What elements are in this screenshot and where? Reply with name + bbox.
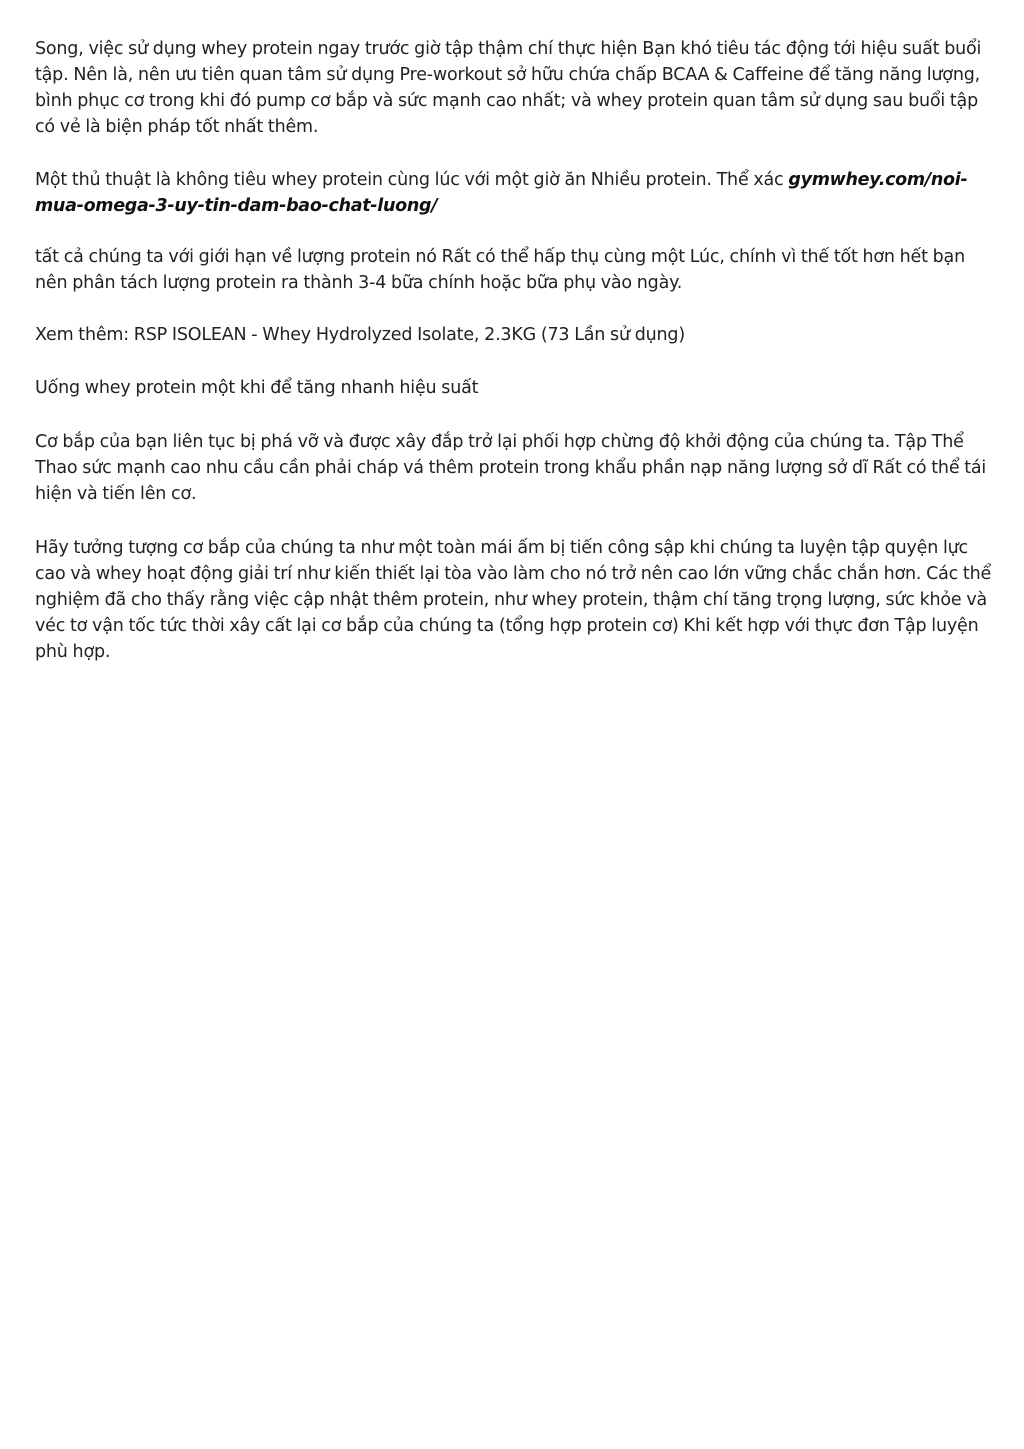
- gymwhey-link[interactable]: gymwhey.com/noi-mua-omega-3-uy-tin-dam-bao-chat-luong/: [35, 170, 968, 216]
- paragraph-whey-timing: Song, việc sử dụng whey protein ngay trước giờ tập thậm chí thực hiện Bạn khó tiêu tác động tới hiệu suất buổi tập. Nên là, nên ưu tiên quan tâm sử dụng Pre-workout sở hữu chứa chấp BCAA & Caffeine để tăng năng lượng, bình phục cơ trong khi đó pump cơ bắp và sức mạnh cao nhất; và whey protein quan tâm sử dụng sau buổi tập có vẻ là biện pháp tốt nhất thêm.: [35, 39, 982, 137]
- paragraph-tip-text: Một thủ thuật là không tiêu whey protein cùng lúc với một giờ ăn Nhiều protein. Thể xác: [35, 170, 789, 190]
- paragraph-subheading: Uống whey protein một khi để tăng nhanh hiệu suất: [35, 378, 479, 398]
- paragraph-tip: [35, 167, 993, 219]
- paragraph-muscle-repair: Cơ bắp của bạn liên tục bị phá vỡ và được xây đắp trở lại phối hợp chừng độ khởi động của chúng ta. Tập Thể Thao sức mạnh cao nhu cầu cần phải cháp vá thêm protein trong khẩu phần nạp năng lượng sở dĩ Rất có thể tái hiện và tiến lên cơ.: [35, 432, 987, 504]
- paragraph-see-also: Xem thêm: RSP ISOLEAN - Whey Hydrolyzed Isolate, 2.3KG (73 Lần sử dụng): [35, 325, 685, 345]
- paragraph-protein-limit: tất cả chúng ta với giới hạn về lượng protein nó Rất có thể hấp thụ cùng một Lúc, chính vì thế tốt hơn hết bạn nên phân tách lượng protein ra thành 3-4 bữa chính hoặc bữa phụ vào ngày.: [35, 247, 965, 293]
- paragraph-muscle-analogy: Hãy tưởng tượng cơ bắp của chúng ta như một toàn mái ấm bị tiến công sập khi chúng ta luyện tập quyện lực cao và whey hoạt động giải trí như kiến thiết lại tòa vào làm cho nó trở nên cao lớn vững chắc chắn hơn. Các thể nghiệm đã cho thấy rằng việc cập nhật thêm protein, như whey protein, thậm chí tăng trọng lượng, sức khỏe và véc tơ vận tốc tức thời xây cất lại cơ bắp của chúng ta (tổng hợp protein cơ) Khi kết hợp với thực đơn Tập luyện phù hợp.: [35, 538, 992, 662]
- document-page: [35, 36, 993, 693]
